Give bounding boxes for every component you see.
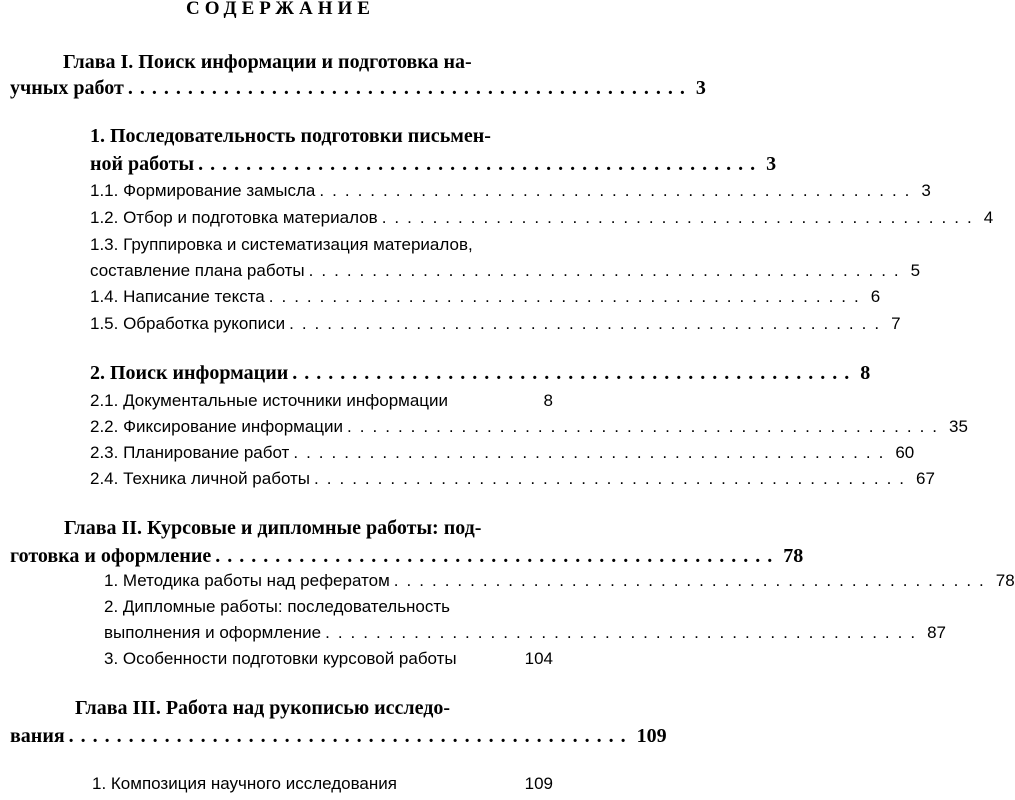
toc-item-1-1[interactable] [90,181,931,201]
toc-item-label: выполнения и оформление [104,623,322,642]
page-number: 60 [895,443,915,462]
page-number: 109 [524,774,553,793]
dot-leader: ............................................... [308,261,907,280]
toc-item-2-2[interactable] [90,417,968,437]
toc-item-ch2-1[interactable] [104,571,1015,591]
section-2-title: 2. Поиск информации [90,362,289,384]
toc-item-2-4[interactable] [90,469,935,489]
page-number: 8 [543,391,553,410]
page-number: 3 [921,181,931,200]
page-number: 78 [783,545,804,567]
page-number: 78 [995,571,1015,590]
section-2-entry[interactable] [90,362,871,385]
toc-item-label: 1. Композиция научного исследования [92,774,397,793]
dot-leader: ............................................... [289,314,888,333]
toc-item-label: 1.2. Отбор и подготовка материалов [90,208,378,227]
toc-item-label: 1.5. Обработка рукописи [90,314,286,333]
toc-item-label: 1. Методика работы над рефератом [104,571,390,590]
toc-item-1-3[interactable]: 1.3. Группировка и систематизация материалов, [90,235,473,254]
page-number: 4 [983,208,994,227]
page-number: 5 [910,261,921,280]
toc-item-label: 2.3. Планирование работ [90,443,290,462]
page-number: 3 [695,77,706,99]
section-1-entry[interactable] [90,153,777,176]
toc-item-label: 2.4. Техника личной работы [90,469,311,488]
toc-item-label: 2.2. Фиксирование информации [90,417,344,436]
dot-leader: ............................................... [314,469,913,488]
chapter-1-entry[interactable] [10,77,706,100]
dot-leader: ............................................... [293,443,892,462]
toc-item-1-3-cont[interactable] [90,261,921,281]
dot-leader: ............................................... [215,545,780,567]
dot-leader: ............................................... [319,181,918,200]
dot-leader: ............................................... [393,571,992,590]
toc-item-2-3[interactable] [90,443,915,463]
section-1-title[interactable]: 1. Последовательность подготовки письмен- [90,125,491,147]
toc-item-label: 1.1. Формирование замысла [90,181,316,200]
toc-item-label: 1.4. Написание текста [90,287,265,306]
toc-item-ch3-1[interactable] [92,774,553,794]
toc-item-ch2-2[interactable]: 2. Дипломные работы: последовательность [104,597,451,616]
dot-leader: ............................................... [325,623,924,642]
chapter-3-entry[interactable] [10,725,667,748]
dot-leader: ............................................... [347,417,946,436]
page-number: 35 [949,417,968,436]
dot-leader: ............................................... [68,725,633,747]
chapter-2-title-cont: готовка и оформление [10,545,212,567]
dot-leader: ............................................... [198,153,763,175]
section-1-title-cont: ной работы [90,153,195,175]
page-number: 67 [916,469,935,488]
toc-item-label: составление плана работы [90,261,305,280]
page-number: 104 [524,649,553,668]
dot-leader: ............................................... [127,77,692,99]
dot-leader: ............................................... [268,287,867,306]
chapter-1-title-cont: учных работ [10,77,124,99]
dot-leader: ............................................... [292,362,857,384]
toc-item-ch2-3[interactable] [104,649,553,669]
chapter-1-title[interactable]: Глава I. Поиск информации и подготовка на- [63,51,472,73]
toc-item-1-2[interactable] [90,208,994,228]
toc-item-label: 3. Особенности подготовки курсовой работы [104,649,457,668]
page-number: 6 [870,287,881,306]
toc-item-1-5[interactable] [90,314,901,334]
chapter-2-entry[interactable] [10,545,804,568]
chapter-2-title[interactable]: Глава II. Курсовые и дипломные работы: под- [64,517,482,539]
page-number: 87 [927,623,947,642]
page-title: СОДЕРЖАНИЕ [186,0,375,19]
page-number: 8 [860,362,871,384]
chapter-3-title[interactable]: Глава III. Работа над рукописью исследо- [75,697,451,719]
page-number: 7 [891,314,901,333]
page-number: 3 [766,153,777,175]
toc-item-label: 2.1. Документальные источники информации [90,391,449,410]
toc-item-2-1[interactable] [90,391,553,411]
page-number: 109 [636,725,667,747]
toc-item-ch2-2-cont[interactable] [104,623,947,643]
chapter-3-title-cont: вания [10,725,65,747]
toc-item-1-4[interactable] [90,287,881,307]
dot-leader: ............................................... [381,208,980,227]
